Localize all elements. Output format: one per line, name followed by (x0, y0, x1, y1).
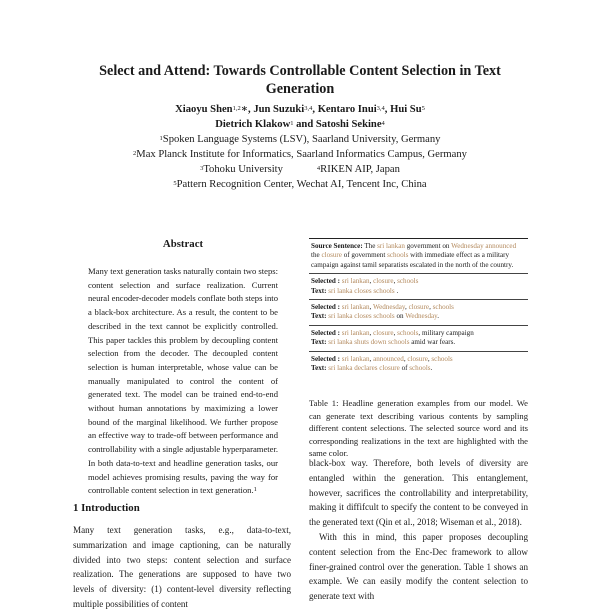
paragraph: black-box way. Therefore, both levels of diversity are entangled within the generation. This entanglement, however, sacrifices the controllability and interpretability, making it diffifcult to specify the content to be conveyed in the generated text (Qin et al., 2018; Wiseman et al., 2018). (309, 458, 528, 528)
plain-text: , (427, 354, 432, 363)
right-column-text (309, 456, 528, 604)
plain-text: of (399, 364, 410, 373)
source-label: Source Sentence: (311, 242, 363, 250)
highlighted-word: Wednesday (405, 312, 438, 321)
plain-text: , (369, 354, 374, 363)
highlighted-word: closure (379, 364, 400, 373)
plain-text: The (362, 242, 378, 250)
text-label: Text: (311, 364, 327, 373)
author-sup: 1 (290, 120, 294, 127)
affil-text: Pattern Recognition Center, Wechat AI, Tencent Inc, China (176, 179, 427, 190)
intro-paragraph: Many text generation tasks, e.g., data-to-text, summarization and image captioning, can be naturally divided into two steps: content selection and surface realization. The generations are supposed to have two levels of diversity: (1) content-level diversity reflecting multiple possibilities of content (73, 525, 291, 609)
highlighted-word: schools (431, 354, 453, 363)
author: Hui Su (390, 104, 422, 115)
highlighted-word: sri lankan (339, 354, 370, 363)
highlighted-word: schools (397, 328, 419, 337)
highlighted-word: schools (432, 303, 454, 312)
generated-text (327, 364, 433, 372)
highlighted-word: sri lankan (339, 303, 370, 312)
author-sup: 5 (421, 105, 425, 112)
author-line-1 (60, 102, 540, 117)
generated-text (327, 312, 440, 320)
table-row (309, 326, 528, 352)
author-line-2 (60, 117, 540, 132)
highlighted-word: closure (373, 328, 394, 337)
affil-text: RIKEN AIP, Japan (320, 164, 400, 175)
plain-text: . (394, 286, 399, 295)
highlighted-word: Wednesday announced (451, 242, 517, 250)
highlighted-word: sri lanka declares (326, 364, 380, 373)
table-row (309, 352, 528, 377)
table-rows (309, 274, 528, 376)
highlighted-word: schools (409, 364, 431, 373)
selected-words (340, 355, 453, 363)
source-sentence-row (309, 238, 528, 274)
plain-text: of government (341, 251, 388, 260)
author: Xiaoyu Shen (175, 104, 233, 115)
table-row (309, 274, 528, 300)
paper-title: Select and Attend: Towards Controllable Content Selection in Text Generation (99, 63, 501, 97)
highlighted-word: sri lankan (339, 328, 370, 337)
abstract-heading: Abstract (162, 238, 204, 250)
abstract-body (88, 265, 278, 498)
plain-text: , military campaign (418, 328, 474, 337)
plain-text: , (393, 328, 398, 337)
highlighted-word: sri lankan (377, 242, 405, 250)
author-sup: 1,2 (232, 105, 241, 112)
abstract-text: Many text generation tasks naturally contain two steps: content selection and surface realization. Current neural encoder-decoder models conflate both steps into a black-box architecture. As a result, the content to be described in the text cannot be explicitly controlled. This paper tackles this problem by decoupling content selection from the decoder. The decoupled content selection is human interpretable, whose value can be manually manipulated to control the content of generated text. The model can be trained end-to-end without human annotations by maximizing a lower bound of the marginal likelihood. We further propose an effective way to trade-off between performance and controllability with a single adjustable hyperparameter. In both data-to-text and headline generation tasks, our model achieves promising results, paving the way for controllable content selection in text generation. (88, 266, 278, 496)
highlighted-word: closure (321, 251, 342, 260)
plain-text: amid war fears. (409, 338, 456, 347)
highlighted-word: Wednesday (372, 303, 406, 312)
author: Dietrich Klakow (215, 119, 291, 130)
selected-label: Selected : (311, 354, 340, 363)
affiliation (60, 162, 540, 177)
highlighted-word: sri lanka shuts down schools (326, 338, 410, 347)
author: Jun Suzuki (253, 104, 305, 115)
highlighted-word: closure (407, 354, 428, 363)
highlighted-word: schools (397, 277, 419, 286)
section-heading-introduction: 1 Introduction (73, 502, 140, 514)
author-sep: ∗, (240, 104, 254, 115)
affil-sup: 2 (133, 150, 137, 157)
text-label: Text: (311, 338, 327, 347)
author-sup: 3,4 (376, 105, 385, 112)
affil-text: Tohoku University (203, 164, 283, 175)
text-label: Text: (311, 312, 327, 321)
affil-text: Max Planck Institute for Informatics, Saarland Informatics Campus, Germany (136, 149, 467, 160)
selected-words (340, 329, 474, 337)
selected-words (340, 303, 454, 311)
highlighted-word: sri lanka closes schools (326, 312, 395, 321)
author-sep: , (384, 104, 391, 115)
footnote-mark[interactable]: 1 (253, 486, 257, 494)
affil-sup: 3 (200, 165, 204, 172)
highlighted-word: sri lanka closes schools (326, 286, 395, 295)
author-sep: , (312, 104, 318, 115)
text-label: Text: (311, 286, 327, 295)
selected-label: Selected : (311, 277, 340, 286)
author: Kentaro Inui (317, 104, 377, 115)
plain-text: , (405, 303, 409, 312)
plain-text: , (429, 303, 433, 312)
plain-text: , (369, 303, 373, 312)
affiliation (60, 147, 540, 162)
example-table (309, 238, 528, 376)
selected-label: Selected : (311, 328, 340, 337)
affil-text: Spoken Language Systems (LSV), Saarland University, Germany (162, 134, 441, 145)
generated-text (327, 338, 456, 346)
plain-text: , (369, 277, 374, 286)
table-caption: Table 1: Headline generation examples from our model. We can generate text describing various contents by sampling different content selections. The selected source word and its corresponding realizations in the text are highlighted with the same color. (309, 398, 528, 458)
plain-text: with immediate effect as a military campaign against tamil separatists escalated in the north of the country. (311, 251, 514, 269)
affiliation (60, 132, 540, 147)
plain-text: the (311, 251, 322, 260)
affil-sup: 1 (159, 135, 163, 142)
affiliation (60, 177, 540, 192)
plain-text: , (369, 328, 374, 337)
selected-label: Selected : (311, 303, 340, 312)
plain-text: . (437, 312, 440, 321)
affil-sup: 5 (173, 180, 177, 187)
author-sup: 4 (381, 120, 385, 127)
plain-text: , (403, 354, 408, 363)
author: Satoshi Sekine (315, 119, 382, 130)
generated-text (327, 287, 399, 295)
affil-sup: 4 (316, 165, 321, 172)
highlighted-word: announced (373, 354, 404, 363)
table-row (309, 300, 528, 326)
plain-text: . (430, 364, 433, 373)
highlighted-word: schools (387, 251, 409, 260)
highlighted-word: sri lankan (339, 277, 370, 286)
selected-words (340, 277, 418, 285)
plain-text: on (394, 312, 406, 321)
paragraph: With this in mind, this paper proposes decoupling content selection from the Enc-Dec framework to allow finer-grained control over the generation. Table 1 shows an example. We can easily modify the content selection to generate text with (309, 531, 528, 602)
highlighted-word: closure (408, 303, 430, 312)
highlighted-word: closure (373, 277, 394, 286)
plain-text: government on (404, 242, 452, 250)
author-sup: 3,4 (304, 105, 313, 112)
author-sep: and (293, 119, 316, 130)
author-list (60, 102, 540, 132)
plain-text: , (393, 277, 398, 286)
affiliations (60, 132, 540, 192)
